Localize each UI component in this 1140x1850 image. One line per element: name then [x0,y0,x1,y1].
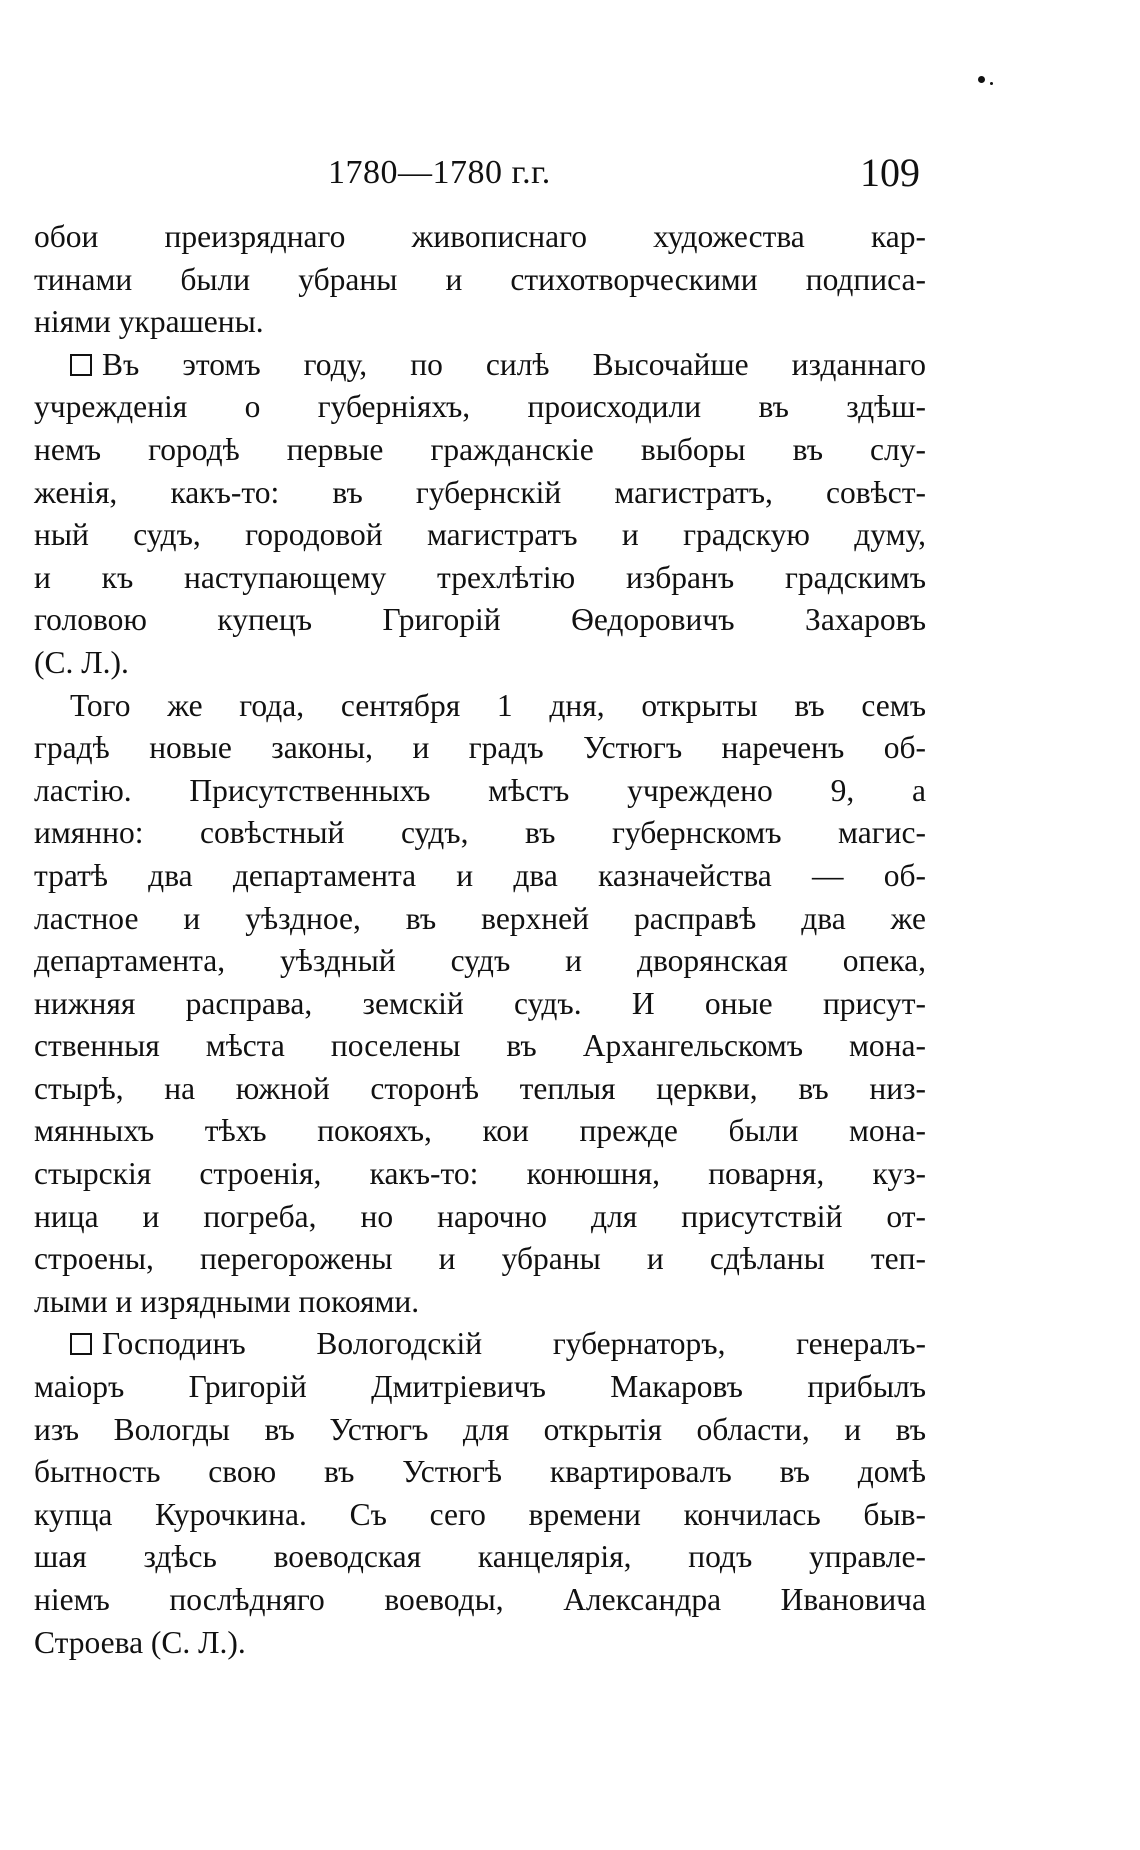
text-line: мянныхъ тѣхъ покояхъ, кои прежде были мона- [34,1113,926,1149]
text-line: ный судъ, городовой магистратъ и градскую думу, [34,517,926,553]
paragraph [34,685,926,1324]
running-head [0,150,1140,200]
text-line: имянно: совѣстный судъ, въ губернскомъ магис- [34,815,926,851]
square-marker-icon [70,1333,92,1355]
text-line: головою купецъ Григорій Ѳедоровичъ Захаровъ [34,602,926,638]
text-line: ніемъ послѣдняго воеводы, Александра Ивановича [34,1582,926,1617]
text-line: стырскія строенія, какъ-то: конюшня, поварня, куз- [34,1156,926,1192]
square-marker-icon [70,354,92,376]
text-line: изъ Вологды въ Устюгъ для открытія области, и въ [34,1411,926,1447]
text-line: ластію. Присутственныхъ мѣстъ учреждено 9, а [34,772,926,808]
text-line [34,344,926,387]
text-line: стырѣ, на южной сторонѣ теплыя церкви, въ низ- [34,1070,926,1106]
text-line: бытность свою въ Устюгѣ квартировалъ въ домѣ [34,1454,926,1490]
text-line: лыми и изрядными покоями. [34,1283,420,1319]
text-line: Того же года, сентября 1 дня, открыты въ семъ [70,687,926,723]
text-line: немъ городѣ первые гражданскіе выборы въ слу- [34,431,926,467]
text-line: маіоръ Григорій Дмитріевичъ Макаровъ прибылъ [34,1369,926,1405]
ink-speck [978,76,985,83]
paragraph [34,216,926,344]
text-line: департамента, уѣздный судъ и дворянская опека, [34,943,926,979]
text-line: тратѣ два департамента и два казначейства — об- [34,857,926,893]
text-line: женія, какъ-то: въ губернскій магистратъ, совѣст- [34,474,926,510]
text-line: ніями украшены. [34,304,264,340]
text-line-content: Въ этомъ году, по силѣ Высочайше изданнаго [102,346,926,382]
text-line: ластное и уѣздное, въ верхней расправѣ два же [34,900,926,936]
ink-speck [990,82,993,85]
page-number: 109 [860,150,920,195]
text-line-content: Господинъ Вологодскій губернаторъ, генералъ- [102,1326,926,1362]
text-line: Строева (С. Л.). [34,1624,246,1660]
body-text [34,216,926,1664]
text-line: шая здѣсь воеводская канцелярія, подъ управле- [34,1539,926,1575]
text-line: купца Курочкина. Съ сего времени кончилась быв- [34,1496,926,1532]
text-line: градѣ новые законы, и градъ Устюгъ нареченъ об- [34,730,926,766]
text-line: ственныя мѣста поселены въ Архангельскомъ мона- [34,1028,926,1064]
text-line: нижняя расправа, земскій судъ. И оные присут- [34,985,926,1021]
text-line: обои преизряднаго живописнаго художества кар- [34,219,926,254]
text-line: тинами были убраны и стихотворческими подписа- [34,261,926,297]
paragraph [34,344,926,685]
text-line: учрежденія о губерніяхъ, происходили въ здѣш- [34,389,926,425]
text-line: (С. Л.). [34,644,129,680]
paragraph [34,1323,926,1664]
text-line: и къ наступающему трехлѣтію избранъ градскимъ [34,559,926,595]
running-title: 1780—1780 г.г. [328,154,551,191]
text-line: строены, перегорожены и убраны и сдѣланы теп- [34,1241,926,1277]
text-line [34,1323,926,1366]
text-line: ница и погреба, но нарочно для присутствій от- [34,1198,926,1234]
